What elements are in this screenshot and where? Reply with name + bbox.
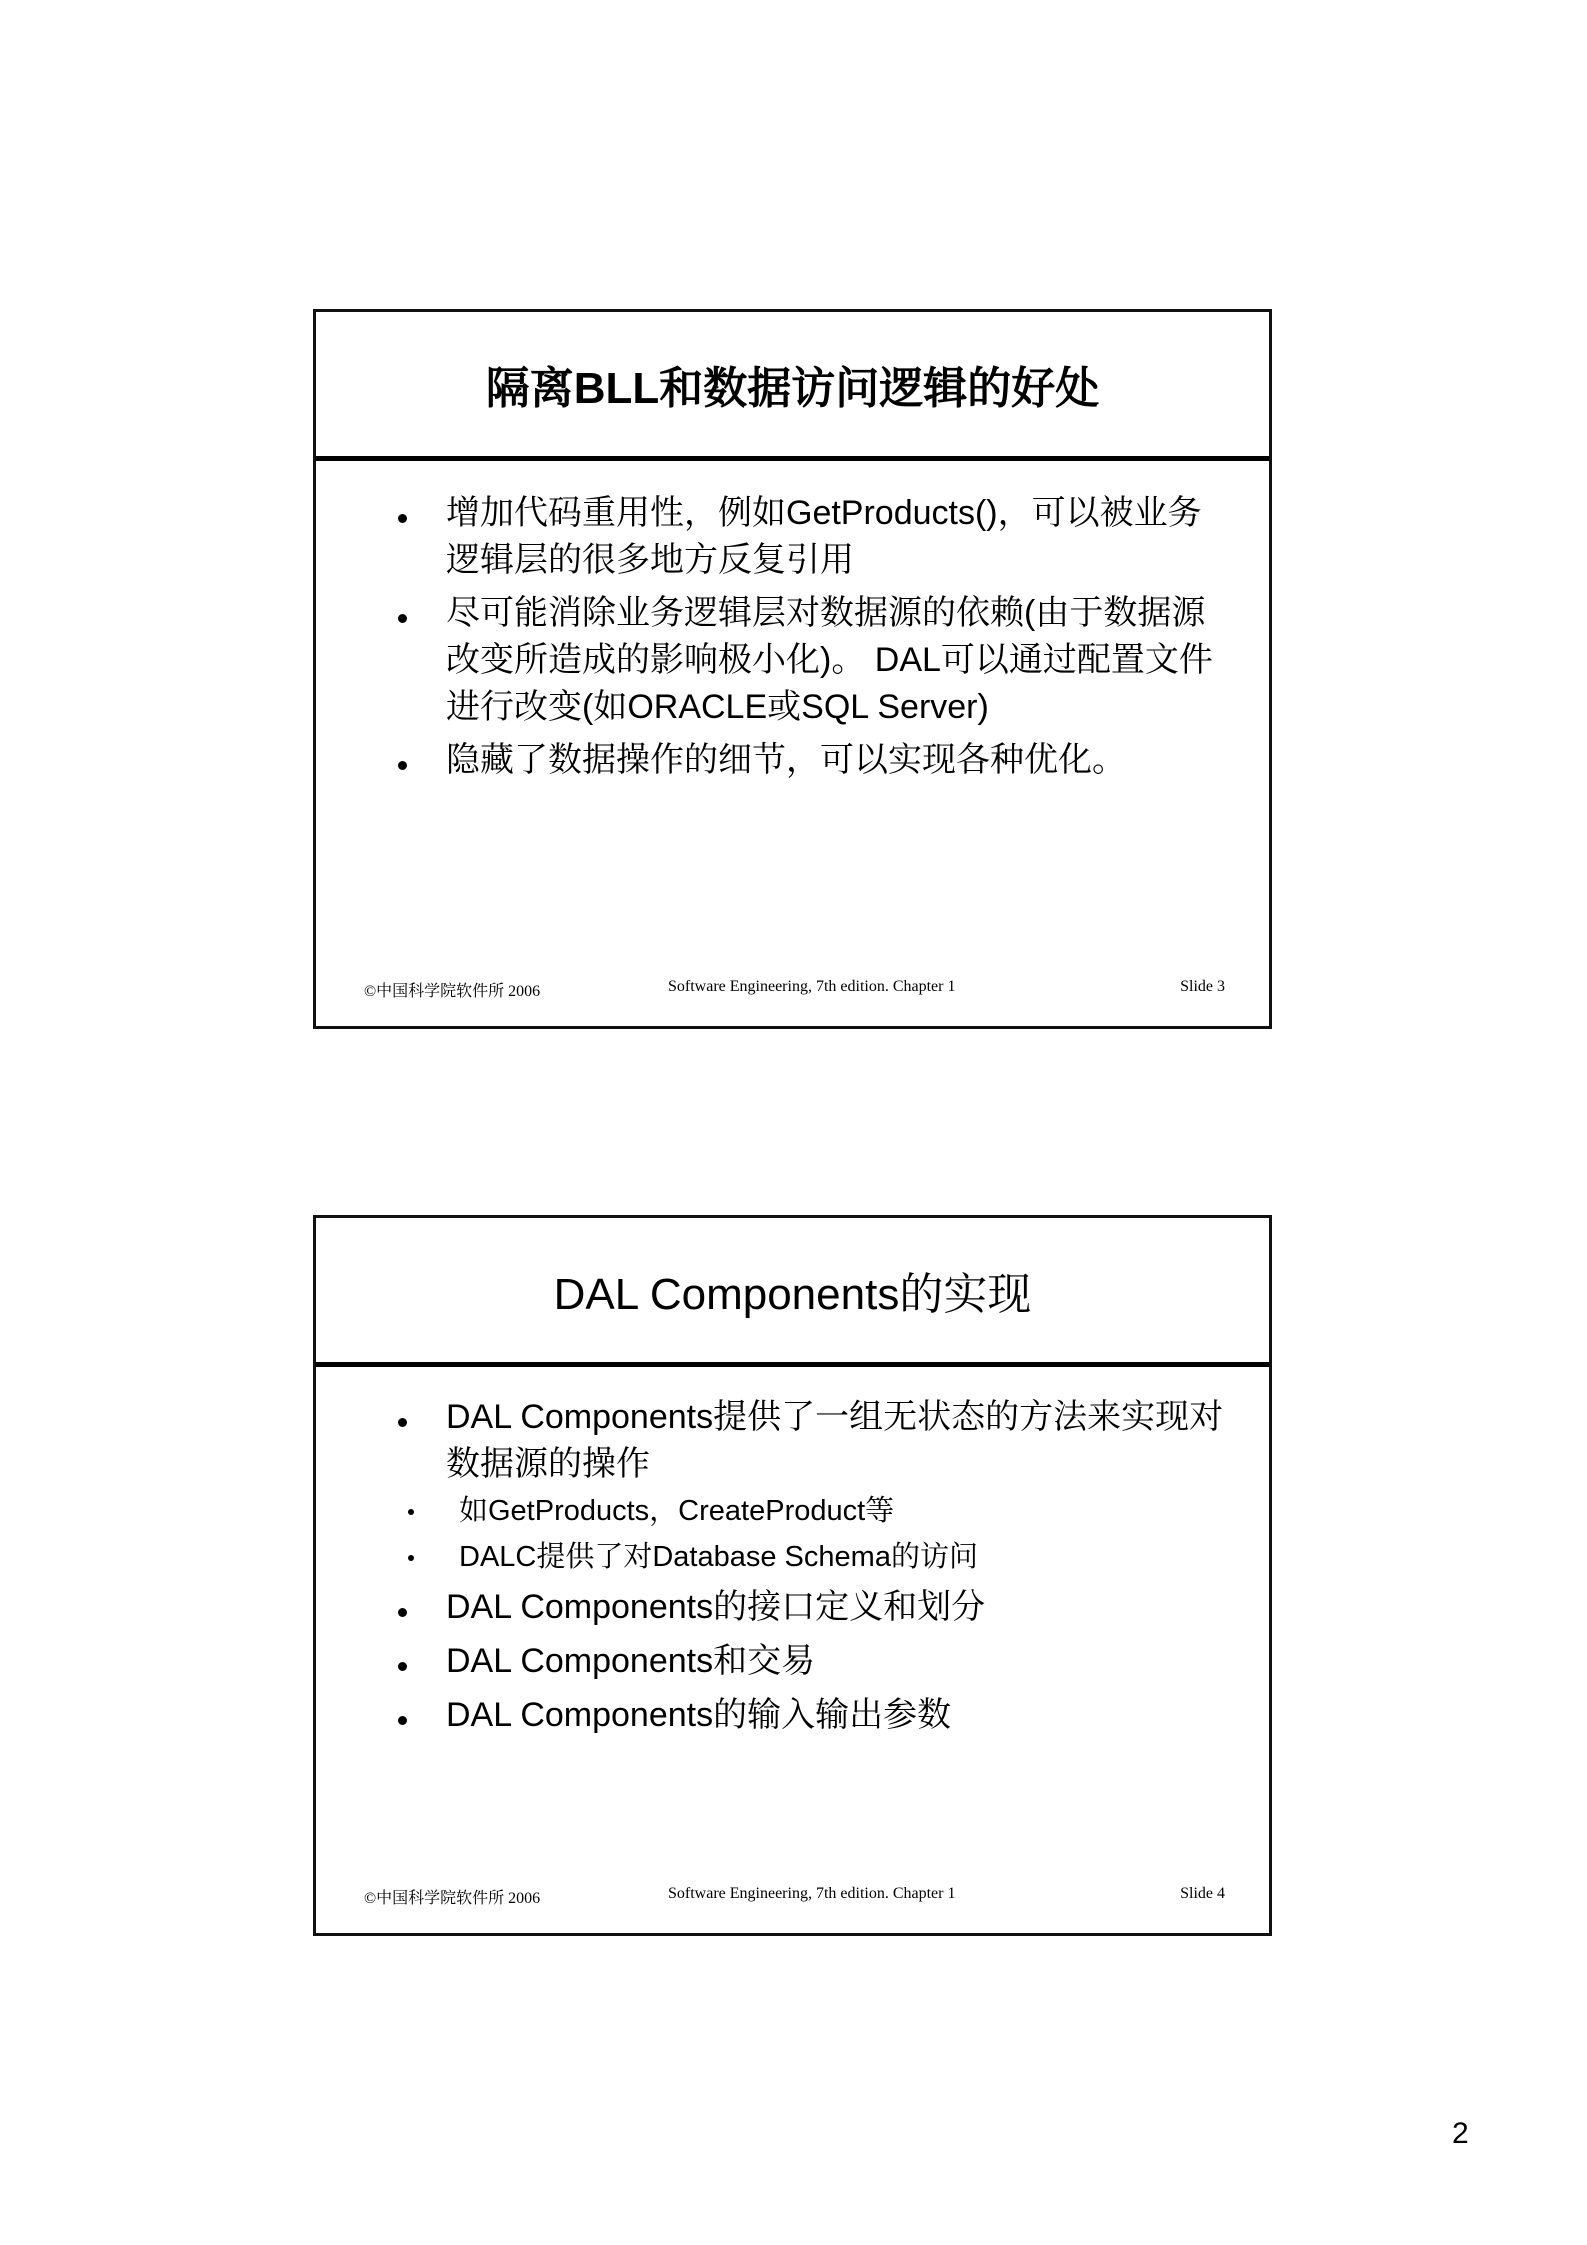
sub-bullet-item: DALC提供了对Database Schema的访问 — [346, 1534, 1229, 1580]
slide-3 — [313, 309, 1272, 1029]
bullet-item: DAL Components提供了一组无状态的方法来实现对数据源的操作 — [396, 1394, 1246, 1488]
bullet-list — [396, 1394, 1229, 1745]
title-divider — [316, 1362, 1269, 1367]
slide-footer — [316, 1885, 1269, 1909]
bullet-item: 隐藏了数据操作的细节，可以实现各种优化。 — [396, 737, 1226, 784]
slide-4 — [313, 1215, 1272, 1936]
slide-title-area — [316, 1218, 1269, 1362]
footer-course: Software Engineering, 7th edition. Chapter 1 — [668, 1885, 956, 1902]
slide-title: 隔离BLL和数据访问逻辑的好处 — [485, 364, 1100, 413]
slide-footer — [316, 978, 1269, 1002]
footer-course: Software Engineering, 7th edition. Chapter 1 — [668, 978, 956, 995]
slide-title: DAL Components的实现 — [553, 1270, 1032, 1319]
bullet-item: 尽可能消除业务逻辑层对数据源的依赖(由于数据源改变所造成的影响极小化)。 DAL可以通过配置文件进行改变(如ORACLE或SQL Server) — [396, 590, 1226, 731]
bullet-item: 增加代码重用性，例如GetProducts()，可以被业务逻辑层的很多地方反复引用 — [396, 490, 1226, 584]
footer-slide-number: Slide 3 — [1180, 978, 1225, 995]
page-number: 2 — [1452, 2117, 1469, 2150]
footer-slide-number: Slide 4 — [1180, 1885, 1225, 1902]
sub-bullet-item: 如GetProducts，CreateProduct等 — [346, 1488, 1229, 1534]
title-divider — [316, 456, 1269, 461]
bullet-item: DAL Components的输入输出参数 — [396, 1692, 1229, 1739]
footer-copyright: ©中国科学院软件所 2006 — [364, 1890, 541, 1907]
bullet-item: DAL Components的接口定义和划分 — [396, 1584, 1229, 1631]
bullet-list — [396, 490, 1229, 790]
bullet-item: DAL Components和交易 — [396, 1638, 1229, 1685]
slide-title-area — [316, 312, 1269, 456]
footer-copyright: ©中国科学院软件所 2006 — [364, 983, 541, 1000]
